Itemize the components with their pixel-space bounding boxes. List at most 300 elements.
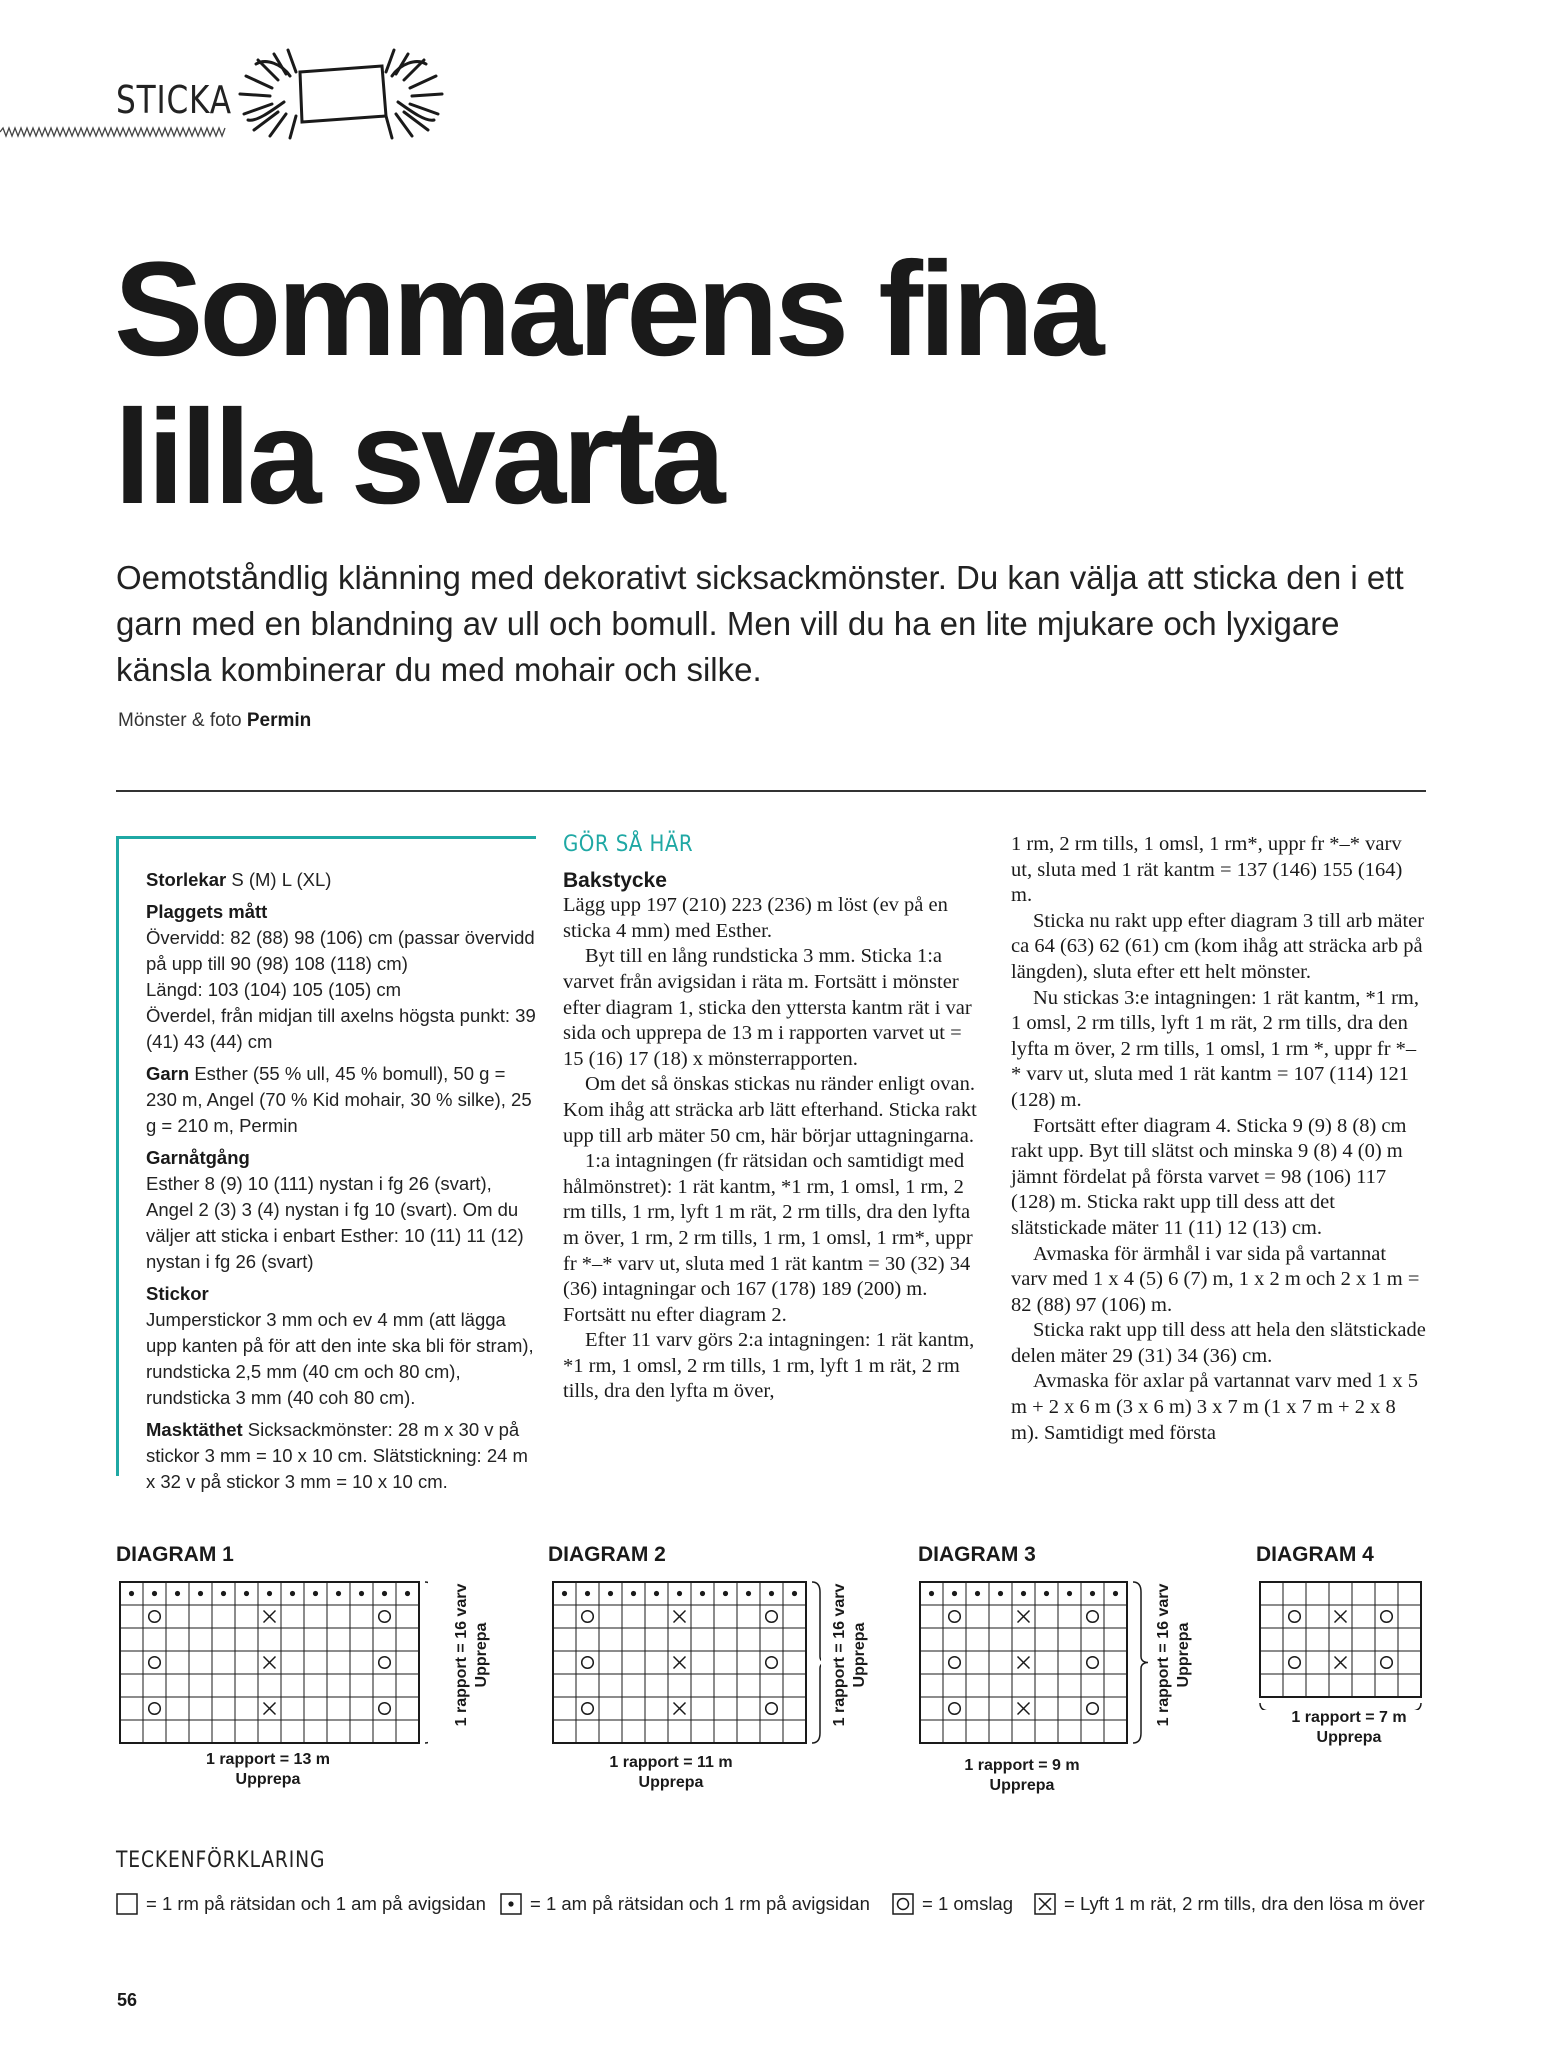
chart-cell xyxy=(966,1628,989,1651)
chart-cell xyxy=(691,1674,714,1697)
diagram-4-rapport xyxy=(1264,1708,1434,1748)
chart-cell xyxy=(327,1605,350,1628)
purl-dot-symbol xyxy=(336,1591,341,1596)
chart-cell xyxy=(212,1651,235,1674)
diagram-1-rapport xyxy=(158,1750,378,1790)
needles-value: Jumperstickor 3 mm och ev 4 mm (att lägga upp kanten på för att den inte ska bli för stram), rundsticka 2,5 mm (40 cm och 80 cm), rundsticka 3 mm (40 coh 80 cm). xyxy=(146,1309,534,1408)
chart-cell xyxy=(1283,1674,1306,1697)
chart-cell xyxy=(783,1674,806,1697)
chart-cell xyxy=(989,1720,1012,1743)
chart-cell xyxy=(599,1651,622,1674)
chart-cell xyxy=(1012,1720,1035,1743)
repeat-text: Upprepa xyxy=(235,1771,301,1788)
article-lead: Oemotståndlig klänning med dekorativt sicksackmönster. Du kan välja att sticka den i ett garn med en blandning av ull och bomull. Men vill du ha en lite mjukare och lyxigare känsla kombinerar du med mohair och silke. xyxy=(116,559,1404,688)
credit-label: Mönster & foto xyxy=(118,710,242,731)
chart-cell xyxy=(120,1605,143,1628)
sizes-value: S (M) L (XL) xyxy=(231,869,332,890)
chart-cell xyxy=(783,1720,806,1743)
chart-cell xyxy=(645,1697,668,1720)
chart-cell xyxy=(553,1697,576,1720)
chart-cell xyxy=(920,1720,943,1743)
chart-cell xyxy=(281,1628,304,1651)
chart-cell xyxy=(166,1720,189,1743)
chart-cell xyxy=(737,1651,760,1674)
dot-square-icon xyxy=(500,1893,522,1915)
article-title: Sommarens fina lilla svarta xyxy=(114,235,1101,532)
purl-dot-symbol xyxy=(382,1591,387,1596)
diagram-4-title: DIAGRAM 4 xyxy=(1256,1543,1374,1566)
chart-cell xyxy=(143,1605,166,1628)
chart-cell xyxy=(1104,1651,1127,1674)
chart-cell xyxy=(166,1697,189,1720)
repeat-text: Upprepa xyxy=(851,1622,868,1688)
yarn-value: Esther (55 % ull, 45 % bomull), 50 g = 230 m, Angel (70 % Kid mohair, 30 % silke), 25 g = 210 m, Permin xyxy=(146,1063,532,1136)
chart-cell xyxy=(120,1651,143,1674)
purl-dot-symbol xyxy=(1044,1591,1049,1596)
chart-cell xyxy=(396,1628,419,1651)
legend-item xyxy=(1034,1893,1425,1915)
chart-cell xyxy=(1283,1651,1306,1674)
chart-cell xyxy=(645,1628,668,1651)
chart-cell xyxy=(966,1605,989,1628)
chart-cell xyxy=(373,1605,396,1628)
chart-cell xyxy=(1081,1674,1104,1697)
chart-cell xyxy=(350,1605,373,1628)
rapport-text: 1 rapport = 16 varv xyxy=(453,1583,470,1727)
chart-cell xyxy=(576,1651,599,1674)
repeat-text: Upprepa xyxy=(1316,1729,1382,1746)
purl-dot-symbol xyxy=(129,1591,134,1596)
chart-cell xyxy=(599,1674,622,1697)
diagram-1-title: DIAGRAM 1 xyxy=(116,1543,234,1566)
chart-cell xyxy=(1058,1651,1081,1674)
chart-cell xyxy=(1058,1674,1081,1697)
chart-cell xyxy=(1081,1605,1104,1628)
chart-cell xyxy=(350,1651,373,1674)
paragraph: Fortsätt efter diagram 4. Sticka 9 (9) 8 (8) cm rakt upp. Byt till slätst och minska 9 (8) 4 (0) m jämnt fördelat på första varvet = 98 (106) 117 (128) m. Sticka rakt upp till dess att det slätstickade mäter 11 (11) 12 (13) cm. xyxy=(1011,1114,1407,1239)
chart-cell xyxy=(1375,1628,1398,1651)
chart-cell xyxy=(691,1605,714,1628)
chart-cell xyxy=(737,1628,760,1651)
chart-cell xyxy=(258,1720,281,1743)
diagram-3-rapport xyxy=(932,1756,1112,1796)
chart-cell xyxy=(989,1697,1012,1720)
paragraph: 1:a intagningen (fr rätsidan och samtidigt med hålmönstret): 1 rät kantm, *1 rm, 1 omsl, 1 rm, 2 rm tills, 1 rm, lyft 1 m rät, 2 rm tills, dra den lyfta m över, 1 rm, 2 rm tills, 1 rm, 1 omsl, 1 rm*, uppr fr *–* varv ut, sluta med 1 rät kantm = 30 (32) 34 (36) intagningar och 167 (178) 189 (200) m. Fortsätt nu efter diagram 2. xyxy=(563,1150,973,1326)
chart-cell xyxy=(396,1651,419,1674)
chart-cell xyxy=(920,1697,943,1720)
chart-cell xyxy=(668,1628,691,1651)
rapport-text: 1 rapport = 13 m xyxy=(205,1751,331,1768)
needles-line xyxy=(146,1281,536,1411)
paragraph: Om det så önskas stickas nu ränder enligt ovan. Kom ihåg att sträcka arb lätt efterhand. Sticka rakt upp till arb mäter 50 cm, här börjar uttagningarna. xyxy=(563,1073,977,1147)
chart-cell xyxy=(350,1674,373,1697)
chart-cell xyxy=(235,1651,258,1674)
chart-cell xyxy=(1104,1674,1127,1697)
chart-cell xyxy=(714,1674,737,1697)
purl-dot-symbol xyxy=(1090,1591,1095,1596)
diagram-3-vertical-rapport xyxy=(1154,1575,1194,1735)
chart-cell xyxy=(1058,1697,1081,1720)
chart-cell xyxy=(737,1674,760,1697)
chart-cell xyxy=(166,1628,189,1651)
chart-cell xyxy=(966,1651,989,1674)
paragraph: Nu stickas 3:e intagningen: 1 rät kantm, *1 rm, 1 omsl, 2 rm tills, lyft 1 m rät, 2 rm tills, dra den lyfta m över, 2 rm tills, 1 omsl, 1 rm *, uppr fr *–* varv ut, sluta med 1 rät kantm = 107 (114) 121 (128) m. xyxy=(1011,986,1420,1111)
purl-dot-symbol xyxy=(359,1591,364,1596)
chart-cell xyxy=(622,1697,645,1720)
purl-dot-symbol xyxy=(654,1591,659,1596)
chart-cell xyxy=(1398,1628,1421,1651)
horizontal-rule xyxy=(116,790,1426,792)
chart-cell xyxy=(989,1651,1012,1674)
chart-cell xyxy=(373,1697,396,1720)
paragraph: Sticka rakt upp till dess att hela den slätstickade delen mäter 29 (31) 34 (36) cm. xyxy=(1011,1319,1426,1367)
purl-dot-symbol xyxy=(290,1591,295,1596)
repeat-text: Upprepa xyxy=(473,1622,490,1688)
chart-cell xyxy=(783,1651,806,1674)
chart-cell xyxy=(304,1628,327,1651)
chart-cell xyxy=(1081,1697,1104,1720)
chart-cell xyxy=(1260,1582,1283,1605)
chart-cell xyxy=(553,1605,576,1628)
zigzag-rule xyxy=(0,126,228,138)
chart-cell xyxy=(350,1697,373,1720)
chart-cell xyxy=(1081,1651,1104,1674)
chart-cell xyxy=(989,1605,1012,1628)
chart-cell xyxy=(304,1651,327,1674)
chart-cell xyxy=(760,1697,783,1720)
chart-cell xyxy=(645,1605,668,1628)
chart-cell xyxy=(350,1720,373,1743)
chart-cell xyxy=(645,1720,668,1743)
chart-cell xyxy=(189,1697,212,1720)
chart-cell xyxy=(327,1674,350,1697)
chart-cell xyxy=(327,1628,350,1651)
chart-cell xyxy=(143,1628,166,1651)
chart-cell xyxy=(576,1720,599,1743)
chart-cell xyxy=(1260,1674,1283,1697)
chart-cell xyxy=(1306,1582,1329,1605)
diagram-2-vertical-rapport xyxy=(830,1575,870,1735)
chart-cell xyxy=(327,1697,350,1720)
purl-dot-symbol xyxy=(1113,1591,1118,1596)
chart-cell xyxy=(304,1674,327,1697)
chart-cell xyxy=(143,1720,166,1743)
chart-cell xyxy=(989,1674,1012,1697)
chart-cell xyxy=(760,1720,783,1743)
rapport-text: 1 rapport = 7 m xyxy=(1291,1709,1407,1726)
legend-item xyxy=(892,1893,1013,1915)
legend-item xyxy=(500,1893,870,1915)
chart-cell xyxy=(645,1674,668,1697)
bodice-value: Överdel, från midjan till axelns högsta punkt: 39 (41) 43 (44) cm xyxy=(146,1005,536,1052)
chart-cell xyxy=(714,1697,737,1720)
chart-cell xyxy=(920,1674,943,1697)
paragraph: Efter 11 varv görs 2:a intagningen: 1 rät kantm, *1 rm, 1 omsl, 2 rm tills, 1 rm, lyft 1 m rät, 2 rm tills, dra den lyfta m över, xyxy=(563,1329,975,1403)
chart-cell xyxy=(1035,1720,1058,1743)
chart-cell xyxy=(373,1651,396,1674)
chart-cell xyxy=(622,1720,645,1743)
chart-cell xyxy=(1329,1628,1352,1651)
chart-cell xyxy=(989,1628,1012,1651)
chart-cell xyxy=(553,1628,576,1651)
chart-cell xyxy=(553,1674,576,1697)
chart-cell xyxy=(1035,1651,1058,1674)
purl-dot-symbol xyxy=(608,1591,613,1596)
chart-cell xyxy=(1352,1651,1375,1674)
chart-cell xyxy=(1081,1720,1104,1743)
chart-cell xyxy=(943,1720,966,1743)
chart-cell xyxy=(1398,1582,1421,1605)
empty-square-icon xyxy=(116,1893,138,1915)
sizes-label: Storlekar xyxy=(146,869,227,890)
consumption-label: Garnåtgång xyxy=(146,1147,250,1168)
chart-cell xyxy=(1058,1605,1081,1628)
chart-cell xyxy=(1058,1720,1081,1743)
chart-cell xyxy=(281,1720,304,1743)
chart-cell xyxy=(350,1628,373,1651)
chart-cell xyxy=(212,1697,235,1720)
garment-measurements xyxy=(146,899,536,1055)
chart-cell xyxy=(966,1720,989,1743)
paragraph: Byt till en lång rundsticka 3 mm. Sticka 1:a varvet från avigsidan i räta m. Fortsätt i mönster efter diagram 1, sticka den yttersta kantm rät i var sida och upprepa de 13 m i rapporten varvet ut = 15 (16) 17 (18) x mönsterrapporten. xyxy=(563,945,972,1070)
chart-cell xyxy=(1104,1697,1127,1720)
chart-cell xyxy=(576,1628,599,1651)
chart-cell xyxy=(943,1674,966,1697)
chart-cell xyxy=(258,1628,281,1651)
chart-cell xyxy=(189,1674,212,1697)
purl-dot-symbol xyxy=(585,1591,590,1596)
chart-cell xyxy=(373,1720,396,1743)
repeat-text: Upprepa xyxy=(989,1777,1055,1794)
chart-cell xyxy=(281,1674,304,1697)
chart-cell xyxy=(1352,1628,1375,1651)
paragraph: Avmaska för axlar på vartannat varv med 1 x 5 m + 2 x 6 m (3 x 6 m) 3 x 7 m (1 x 7 m + 2 x 8 m). Samtidigt med första xyxy=(1011,1370,1418,1444)
chart-cell xyxy=(396,1697,419,1720)
purl-dot-symbol xyxy=(677,1591,682,1596)
instructions-column-2 xyxy=(563,832,978,1405)
diagram-3-chart xyxy=(918,1580,1148,1745)
chart-cell xyxy=(120,1720,143,1743)
chart-cell xyxy=(691,1720,714,1743)
gauge-line xyxy=(146,1417,536,1495)
chart-cell xyxy=(1375,1674,1398,1697)
chart-cell xyxy=(599,1697,622,1720)
chart-cell xyxy=(304,1697,327,1720)
chart-cell xyxy=(714,1651,737,1674)
cross-square-icon xyxy=(1034,1893,1056,1915)
diagram-4-chart xyxy=(1258,1580,1448,1710)
chart-cell xyxy=(760,1628,783,1651)
chart-cell xyxy=(691,1697,714,1720)
chart-cell xyxy=(1260,1628,1283,1651)
purl-dot-symbol xyxy=(267,1591,272,1596)
chart-cell xyxy=(281,1697,304,1720)
chart-cell xyxy=(966,1674,989,1697)
chart-cell xyxy=(212,1605,235,1628)
chart-cell xyxy=(373,1628,396,1651)
chart-cell xyxy=(760,1674,783,1697)
chart-cell xyxy=(920,1605,943,1628)
chart-cell xyxy=(691,1651,714,1674)
chart-cell xyxy=(622,1628,645,1651)
chart-cell xyxy=(1260,1605,1283,1628)
chart-cell xyxy=(1104,1720,1127,1743)
purl-dot-symbol xyxy=(1067,1591,1072,1596)
chart-cell xyxy=(1081,1628,1104,1651)
paragraph: Lägg upp 197 (210) 223 (236) m löst (ev på en sticka 4 mm) med Esther. xyxy=(563,894,948,942)
purl-dot-symbol xyxy=(562,1591,567,1596)
chart-cell xyxy=(622,1605,645,1628)
chart-cell xyxy=(189,1720,212,1743)
chart-cell xyxy=(1035,1674,1058,1697)
purl-dot-symbol xyxy=(929,1591,934,1596)
chart-cell xyxy=(1375,1651,1398,1674)
diagram-2-rapport xyxy=(571,1753,771,1793)
purl-dot-symbol xyxy=(221,1591,226,1596)
chart-cell xyxy=(943,1605,966,1628)
chart-cell xyxy=(235,1697,258,1720)
paragraph: 1 rm, 2 rm tills, 1 omsl, 1 rm*, uppr fr *–* varv ut, sluta med 1 rät kantm = 137 (146) 155 (164) m. xyxy=(1011,833,1403,907)
chart-cell xyxy=(212,1628,235,1651)
chart-cell xyxy=(212,1674,235,1697)
purl-dot-symbol xyxy=(998,1591,1003,1596)
rapport-text: 1 rapport = 16 varv xyxy=(831,1583,848,1727)
repeat-text: Upprepa xyxy=(638,1774,704,1791)
purl-dot-symbol xyxy=(975,1591,980,1596)
chart-cell xyxy=(1104,1628,1127,1651)
photo-credit xyxy=(118,710,311,732)
purl-dot-symbol xyxy=(746,1591,751,1596)
height-brace xyxy=(812,1582,821,1743)
chart-cell xyxy=(1283,1582,1306,1605)
chart-cell xyxy=(212,1720,235,1743)
chart-cell xyxy=(760,1651,783,1674)
yarn-skein-icon xyxy=(226,42,456,142)
chart-cell xyxy=(1260,1651,1283,1674)
purl-dot-symbol xyxy=(769,1591,774,1596)
chart-cell xyxy=(1012,1674,1035,1697)
chart-cell xyxy=(737,1605,760,1628)
purl-dot-symbol xyxy=(1021,1591,1026,1596)
chart-cell xyxy=(1306,1605,1329,1628)
chart-cell xyxy=(1283,1605,1306,1628)
legend-text: = 1 omslag xyxy=(922,1893,1014,1914)
height-brace xyxy=(1133,1582,1148,1743)
chart-cell xyxy=(120,1628,143,1651)
chart-cell xyxy=(258,1674,281,1697)
gauge-value: Sicksackmönster: 28 m x 30 v på stickor 3 mm = 10 x 10 cm. Slätstickning: 24 m x 32 v på stickor 3 mm = 10 x 10 cm. xyxy=(146,1419,528,1492)
chart-cell xyxy=(576,1605,599,1628)
chart-cell xyxy=(1104,1605,1127,1628)
bust-value: Övervidd: 82 (88) 98 (106) cm (passar övervidd på upp till 90 (98) 108 (118) cm) xyxy=(146,927,535,974)
page-number: 56 xyxy=(117,1990,138,2010)
chart-cell xyxy=(1329,1674,1352,1697)
chart-cell xyxy=(760,1605,783,1628)
legend-text: = 1 rm på rätsidan och 1 am på avigsidan xyxy=(146,1893,486,1914)
chart-cell xyxy=(668,1720,691,1743)
chart-cell xyxy=(783,1628,806,1651)
rapport-text: 1 rapport = 16 varv xyxy=(1155,1583,1172,1727)
chart-cell xyxy=(599,1605,622,1628)
purl-dot-symbol xyxy=(198,1591,203,1596)
purl-dot-symbol xyxy=(313,1591,318,1596)
yarn-line xyxy=(146,1061,536,1139)
repeat-text: Upprepa xyxy=(1175,1622,1192,1688)
chart-cell xyxy=(599,1720,622,1743)
chart-cell xyxy=(120,1697,143,1720)
chart-cell xyxy=(1058,1628,1081,1651)
chart-cell xyxy=(327,1720,350,1743)
chart-cell xyxy=(553,1720,576,1743)
chart-cell xyxy=(1283,1628,1306,1651)
chart-cell xyxy=(166,1674,189,1697)
diagram-3-title: DIAGRAM 3 xyxy=(918,1543,1036,1566)
chart-cell xyxy=(737,1697,760,1720)
legend-text: = 1 am på rätsidan och 1 rm på avigsidan xyxy=(530,1893,870,1914)
instructions-heading: GÖR SÅ HÄR xyxy=(563,832,694,857)
chart-cell xyxy=(1012,1628,1035,1651)
chart-cell xyxy=(599,1628,622,1651)
chart-cell xyxy=(396,1720,419,1743)
chart-cell xyxy=(1375,1605,1398,1628)
chart-cell xyxy=(1398,1651,1421,1674)
chart-cell xyxy=(668,1674,691,1697)
legend-item xyxy=(116,1893,486,1915)
purl-dot-symbol xyxy=(952,1591,957,1596)
chart-cell xyxy=(396,1605,419,1628)
height-brace xyxy=(425,1582,428,1743)
chart-cell xyxy=(645,1651,668,1674)
chart-cell xyxy=(373,1674,396,1697)
chart-cell xyxy=(327,1651,350,1674)
chart-cell xyxy=(166,1651,189,1674)
chart-cell xyxy=(1352,1605,1375,1628)
chart-cell xyxy=(783,1605,806,1628)
chart-cell xyxy=(966,1697,989,1720)
consumption-line xyxy=(146,1145,536,1275)
purl-dot-symbol xyxy=(405,1591,410,1596)
chart-cell xyxy=(235,1674,258,1697)
chart-cell xyxy=(1035,1697,1058,1720)
diagram-2-chart xyxy=(551,1580,821,1745)
purl-dot-symbol xyxy=(175,1591,180,1596)
chart-cell xyxy=(1352,1582,1375,1605)
chart-cell xyxy=(714,1605,737,1628)
chart-cell xyxy=(1035,1605,1058,1628)
yarn-label: Garn xyxy=(146,1063,190,1084)
purl-dot-symbol xyxy=(244,1591,249,1596)
needles-label: Stickor xyxy=(146,1283,209,1304)
chart-cell xyxy=(1035,1628,1058,1651)
legend-text: = Lyft 1 m rät, 2 rm tills, dra den lösa m över xyxy=(1064,1893,1425,1914)
chart-cell xyxy=(576,1697,599,1720)
chart-cell xyxy=(304,1720,327,1743)
paragraph: Sticka nu rakt upp efter diagram 3 till arb mäter ca 64 (63) 62 (61) cm (kom ihåg att sträcka arb på längden), sluta efter ett helt mönster. xyxy=(1011,909,1425,983)
credit-name: Permin xyxy=(246,710,312,731)
diagram-1-vertical-rapport xyxy=(452,1575,492,1735)
legend-title: TECKENFÖRKLARING xyxy=(116,1848,326,1873)
rapport-text: 1 rapport = 9 m xyxy=(964,1757,1080,1774)
chart-cell xyxy=(143,1674,166,1697)
diagram-2-title: DIAGRAM 2 xyxy=(548,1543,666,1566)
chart-cell xyxy=(1398,1605,1421,1628)
gauge-label: Masktäthet xyxy=(146,1419,243,1440)
chart-cell xyxy=(576,1674,599,1697)
chart-cell xyxy=(281,1605,304,1628)
purl-dot-symbol xyxy=(152,1591,157,1596)
instructions-column-3 xyxy=(1011,832,1426,1446)
chart-cell xyxy=(737,1720,760,1743)
